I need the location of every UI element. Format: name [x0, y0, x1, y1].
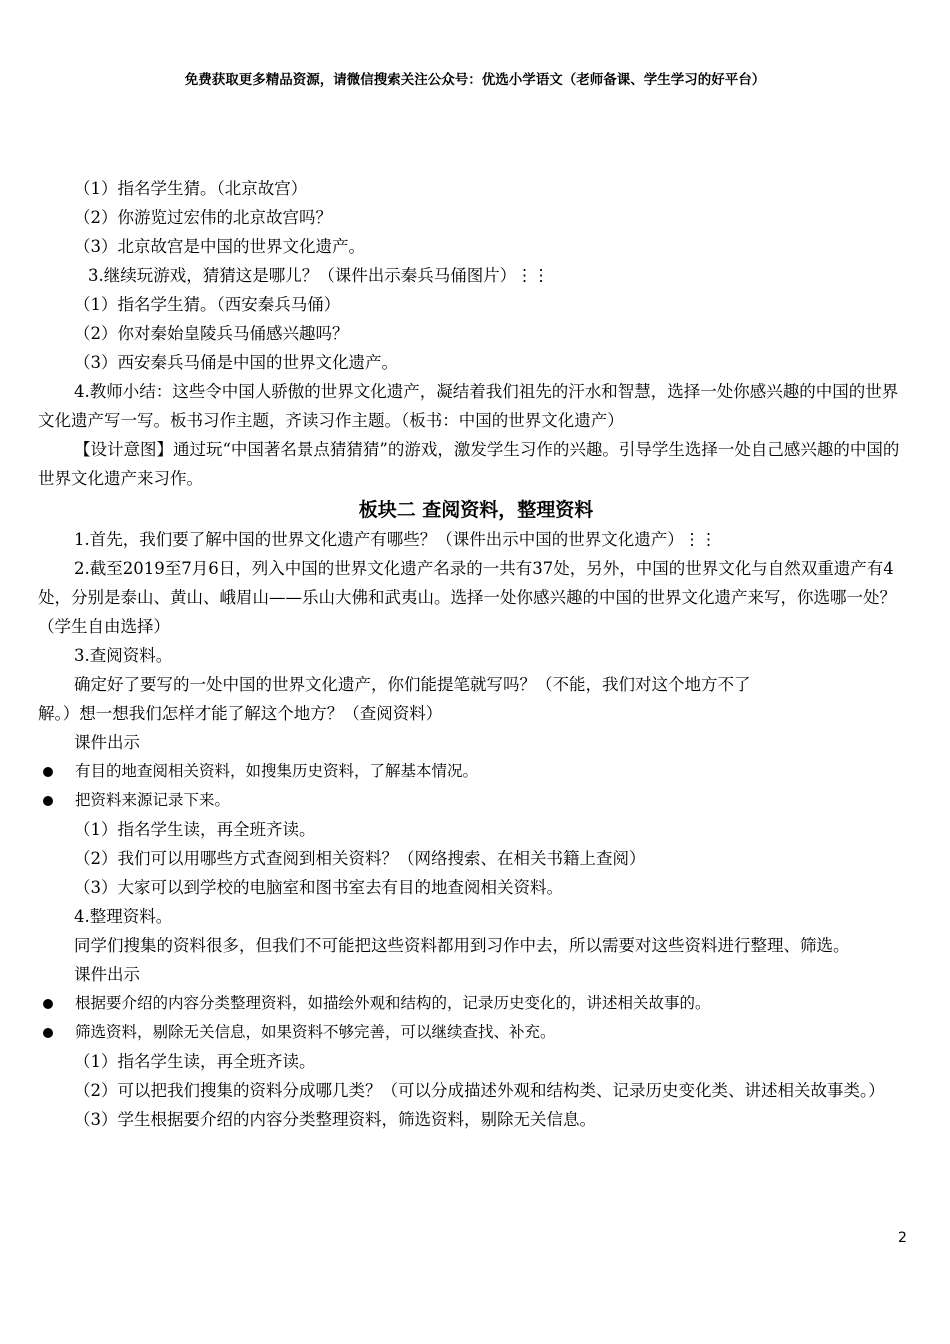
paragraph-line: （3）大家可以到学校的电脑室和图书室去有目的地查阅相关资料。 [74, 878, 563, 897]
paragraph-line: （2）我们可以用哪些方式查阅到相关资料？（网络搜索、在相关书籍上查阅） [74, 849, 646, 868]
bullet-item [38, 1018, 914, 1047]
bullet-icon [43, 1028, 53, 1038]
heritage-count-paragraph: 2.截至2019至7月6日，列入中国的世界文化遗产名录的一共有37处，另外，中国的世界文化与自然双重遗产有4处，分别是泰山、黄山、峨眉山——乐山大佛和武夷山。选择一处你感兴趣的中国的世界文化遗产来写，你选哪一处？（学生自由选择） [38, 559, 896, 636]
page-number: 2 [898, 1230, 907, 1246]
courseware-label: 课件出示 [74, 965, 140, 984]
bullet-text: 筛选资料，剔除无关信息，如果资料不够完善，可以继续查找、补充。 [75, 1023, 556, 1041]
paragraph-line: 3.查阅资料。 [74, 646, 173, 665]
paragraph-line: （1）指名学生猜。（北京故宫） [74, 179, 308, 198]
bullet-item [38, 786, 914, 815]
document-body [38, 174, 914, 1134]
bullet-icon [43, 767, 53, 777]
paragraph-line: （1）指名学生读，再全班齐读。 [74, 820, 316, 839]
paragraph-line: （3）北京故宫是中国的世界文化遗产。 [74, 237, 365, 256]
paragraph-line: 4.整理资料。 [74, 907, 173, 926]
paragraph-line: （1）指名学生读，再全班齐读。 [74, 1052, 316, 1071]
bullet-icon [43, 796, 53, 806]
teacher-summary-paragraph: 4.教师小结：这些令中国人骄傲的世界文化遗产，凝结着我们祖先的汗水和智慧，选择一处你感兴趣的中国的世界文化遗产写一写。板书习作主题，齐读习作主题。（板书：中国的世界文化遗产） [38, 382, 899, 430]
paragraph-line: （2）你游览过宏伟的北京故宫吗？ [74, 208, 332, 227]
bullet-item [38, 989, 914, 1018]
bullet-text: 根据要介绍的内容分类整理资料，如描绘外观和结构的，记录历史变化的，讲述相关故事的。 [75, 994, 711, 1012]
bullet-text: 有目的地查阅相关资料，如搜集历史资料，了解基本情况。 [75, 762, 479, 780]
paragraph-line: 3.继续玩游戏，猜猜这是哪儿？（课件出示秦兵马俑图片）⋮⋮ [88, 266, 550, 285]
paragraph-line: （3）西安秦兵马俑是中国的世界文化遗产。 [74, 353, 398, 372]
courseware-label: 课件出示 [74, 733, 140, 752]
bullet-item [38, 757, 914, 786]
paragraph-line: （1）指名学生猜。（西安秦兵马俑） [74, 295, 341, 314]
bullet-text: 把资料来源记录下来。 [75, 791, 231, 809]
paragraph-line: （3）学生根据要介绍的内容分类整理资料，筛选资料，剔除无关信息。 [74, 1110, 596, 1129]
section-title: 板块二 查阅资料，整理资料 [358, 499, 594, 521]
paragraph-line: 1.首先，我们要了解中国的世界文化遗产有哪些？（课件出示中国的世界文化遗产）⋮⋮ [74, 530, 717, 549]
page-header: 免费获取更多精品资源，请微信搜索关注公众号：优选小学语文（老师备课、学生学习的好平台） [184, 72, 766, 88]
paragraph-line: 解。）想一想我们怎样才能了解这个地方？（查阅资料） [38, 704, 443, 723]
design-intent-paragraph: 【设计意图】通过玩“中国著名景点猜猜猜”的游戏，激发学生习作的兴趣。引导学生选择一处自己感兴趣的中国的世界文化遗产来习作。 [38, 440, 900, 488]
bullet-icon [43, 999, 53, 1009]
organize-paragraph: 同学们搜集的资料很多，但我们不可能把这些资料都用到习作中去，所以需要对这些资料进行整理、筛选。 [74, 936, 850, 955]
categories-paragraph: （2）可以把我们搜集的资料分成哪几类？（可以分成描述外观和结构类、记录历史变化类、讲述相关故事类。） [74, 1081, 885, 1100]
paragraph-line: 确定好了要写的一处中国的世界文化遗产，你们能提笔就写吗？（不能，我们对这个地方不了 [74, 675, 751, 694]
paragraph-line: （2）你对秦始皇陵兵马俑感兴趣吗？ [74, 324, 349, 343]
